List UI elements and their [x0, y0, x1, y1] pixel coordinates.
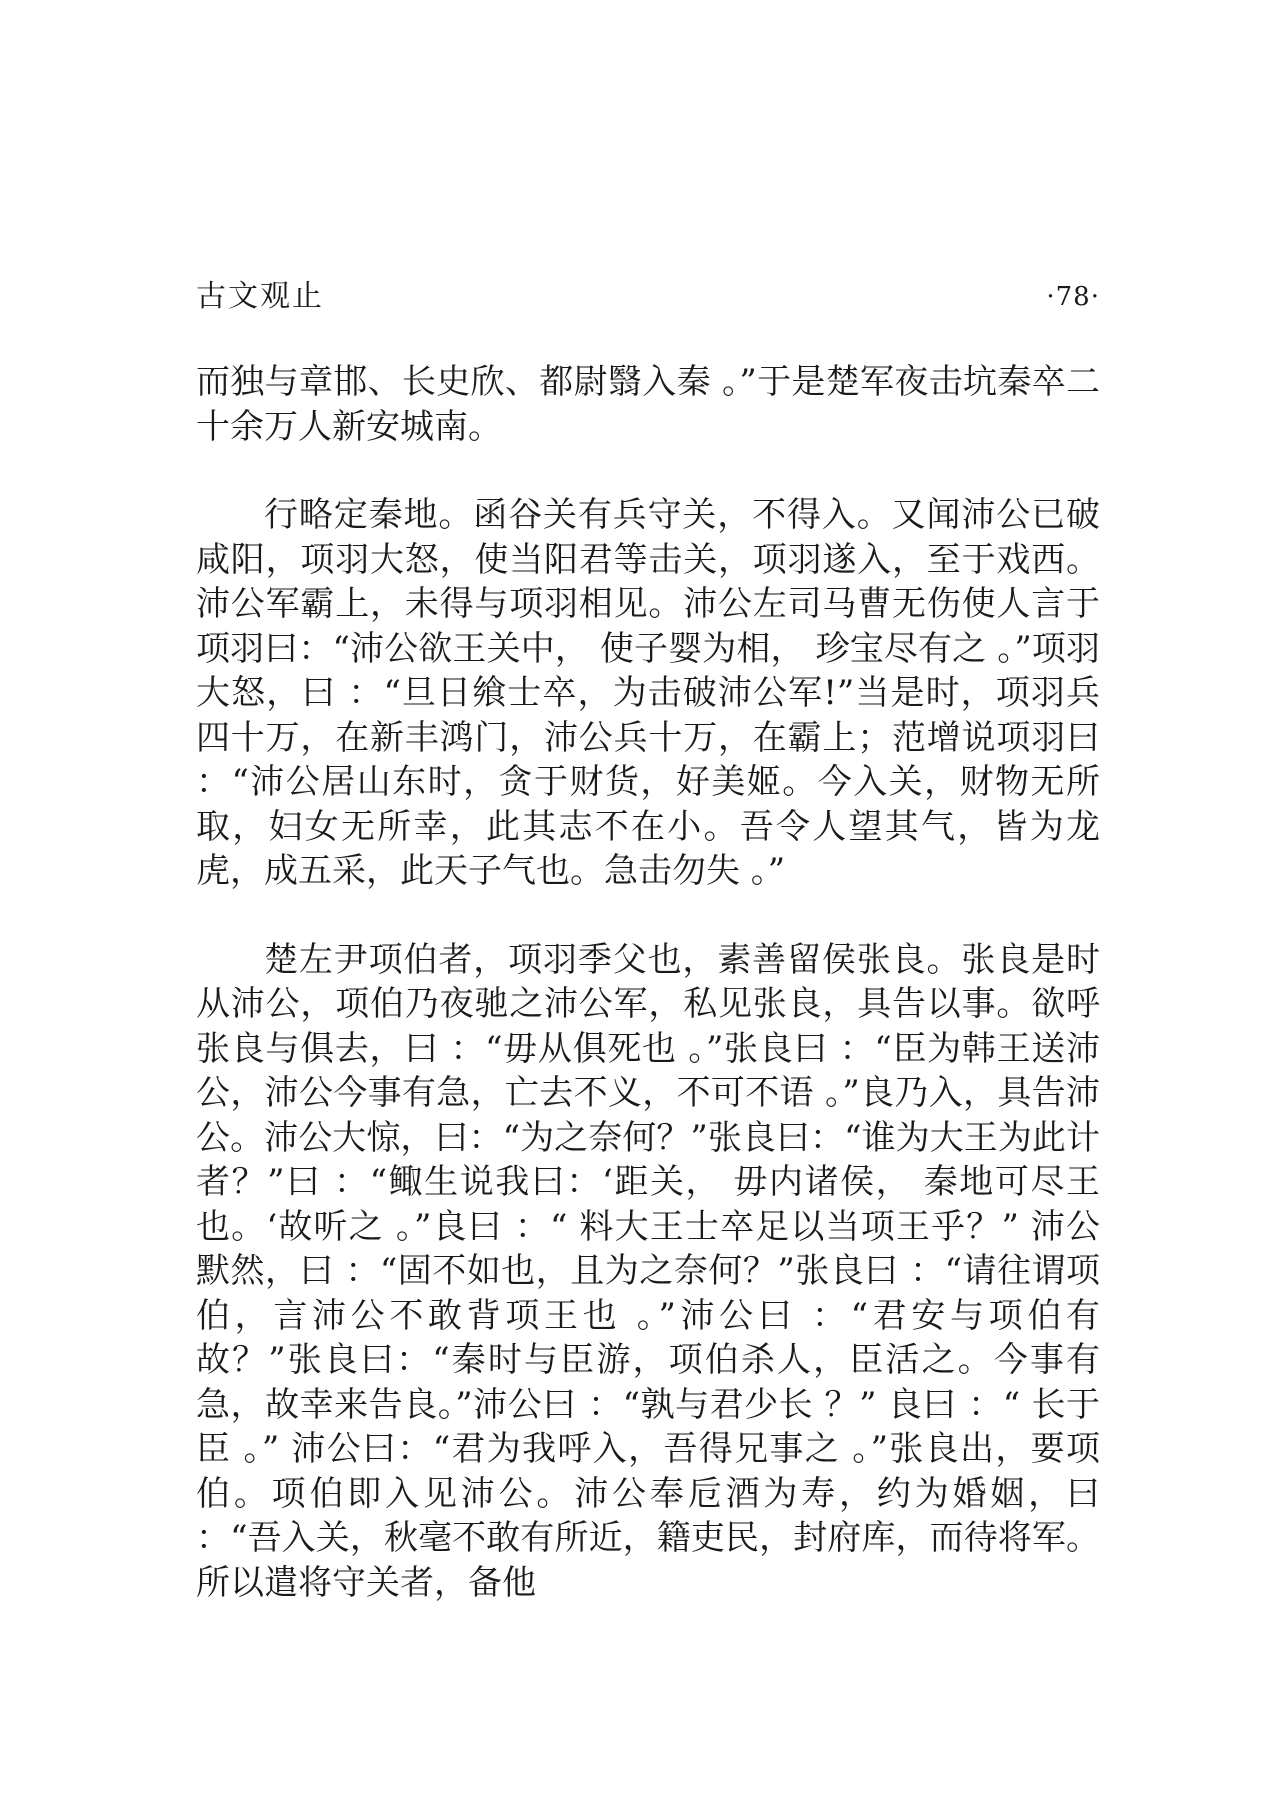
body-text: [196, 360, 1100, 1605]
page-header: [196, 276, 1100, 318]
paragraph: 行略定秦地。函谷关有兵守关，不得入。又闻沛公已破咸阳，项羽大怒，使当阳君等击关，项羽遂入，至于戏西。沛公军霸上，未得与项羽相见。沛公左司马曹无伤使人言于项羽曰：“沛公欲王关中， 使子婴为相， 珍宝尽有之 。”项羽大怒，曰 ：“旦日飨士卒，为击破沛公军!”当是时，项羽兵四十万，在新丰鸿门，沛公兵十万，在霸上；范增说项羽曰 ：“沛公居山东时，贪于财货，好美姬。今入关，财物无所取，妇女无所幸，此其志不在小。吾令人望其气，皆为龙虎，成五采，此天子气也。急击勿失 。”: [196, 495, 1100, 891]
page-number: ·78·: [1046, 282, 1100, 312]
book-title: 古文观止: [196, 279, 324, 314]
paragraph-continued: 而独与章邯、长史欣、都尉翳入秦 。”于是楚军夜击坑秦卒二十余万人新安城南。: [196, 362, 1100, 447]
paragraph: 楚左尹项伯者，项羽季父也，素善留侯张良。张良是时从沛公，项伯乃夜驰之沛公军，私见张良，具告以事。欲呼张良与俱去，曰 ：“毋从俱死也 。”张良曰 ：“臣为韩王送沛公，沛公今事有急，亡去不义，不可不语 。”良乃入，具告沛公。沛公大惊，曰：“为之奈何？”张良曰：“谁为大王为此计者？”曰 ：“鲰生说我曰：‘距关， 毋内诸侯， 秦地可尽王也。‘故听之 。”良曰 ：“ 料大王士卒足以当项王乎？” 沛公默然，曰 ：“固不如也，且为之奈何？”张良曰 ：“请往谓项伯，言沛公不敢背项王也 。”沛公曰 ：“君安与项伯有故？”张良曰：“秦时与臣游，项伯杀人，臣活之。今事有急，故幸来告良。”沛公曰 ：“孰与君少长 ？” 良曰 ：“ 长于臣 。” 沛公曰：“君为我呼入，吾得兄事之 。”张良出，要项伯。项伯即入见沛公。沛公奉卮酒为寿，约为婚姻，曰 ：“吾入关，秋毫不敢有所近，籍吏民，封府库，而待将军。所以遣将守关者，备他: [196, 939, 1100, 1603]
